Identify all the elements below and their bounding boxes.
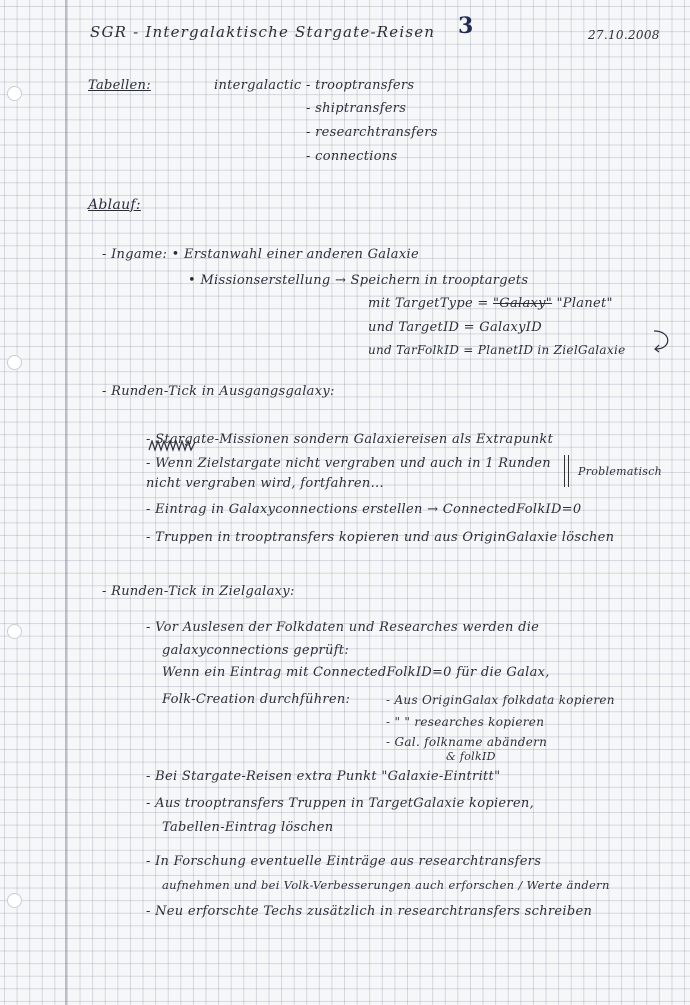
tabellen-item: - researchtransfers: [306, 125, 438, 140]
punch-hole: [7, 86, 22, 101]
ziel-more: aufnehmen und bei Volk-Verbesserungen auch erforschen / Werte ändern: [162, 878, 610, 892]
ziel-step: - " " researches kopieren: [386, 715, 545, 729]
tabellen-item: - shiptransfers: [306, 101, 407, 116]
ausgang-line: - Wenn Zielstargate nicht vergraben und auch in 1 Runden: [146, 456, 551, 471]
tabellen-db: intergalactic: [214, 78, 302, 93]
page-title: SGR - Intergalaktische Stargate-Reisen: [90, 23, 436, 41]
curved-arrow-icon: [650, 329, 676, 353]
ausgang-line: - Eintrag in Galaxyconnections erstellen → ConnectedFolkID=0: [146, 502, 582, 517]
page-date: 27.10.2008: [588, 28, 660, 42]
divider-bar: [564, 455, 565, 487]
punch-hole: [7, 355, 22, 370]
punch-hole: [7, 624, 22, 639]
page-number: 3: [458, 13, 474, 39]
ingame-line-a-suffix: "Planet": [556, 296, 613, 311]
divider-bar: [568, 455, 569, 487]
tabellen-item: - connections: [306, 149, 398, 164]
ingame-line-b: und TargetID = GalaxyID: [368, 320, 542, 335]
ziel-step: & folkID: [446, 750, 496, 763]
ausgang-head: - Runden-Tick in Ausgangsgalaxy:: [102, 384, 335, 399]
tabellen-item: - trooptransfers: [306, 78, 415, 93]
ausgang-line: - Stargate-Missionen sondern Galaxiereisen als Extrapunkt: [146, 432, 554, 447]
ziel-step: - Aus OriginGalax folkdata kopieren: [386, 693, 615, 707]
ingame-head: - Ingame: • Erstanwahl einer anderen Galaxie: [102, 247, 419, 262]
ziel-line: - Vor Auslesen der Folkdaten und Researches werden die: [146, 620, 540, 635]
ingame-line-a-struck: "Galaxy": [493, 296, 553, 311]
ausgang-line: - Truppen in trooptransfers kopieren und aus OriginGalaxie löschen: [146, 530, 615, 545]
tabellen-label: Tabellen:: [88, 78, 151, 93]
ingame-sub: • Missionserstellung → Speichern in trooptargets: [188, 273, 529, 288]
ziel-more: - Aus trooptransfers Truppen in TargetGalaxie kopieren,: [146, 796, 535, 811]
ziel-head: - Runden-Tick in Zielgalaxy:: [102, 584, 295, 599]
ziel-step: - Gal. folkname abändern: [386, 735, 548, 749]
margin-line: [65, 0, 67, 1005]
side-note: Problematisch: [578, 465, 663, 478]
ziel-more: - Bei Stargate-Reisen extra Punkt "Galaxie-Eintritt": [146, 769, 501, 784]
ingame-line-a-prefix: mit TargetType =: [368, 296, 489, 311]
ziel-more: - Neu erforschte Techs zusätzlich in researchtransfers schreiben: [146, 904, 593, 919]
ziel-line: Wenn ein Eintrag mit ConnectedFolkID=0 für die Galax,: [162, 665, 550, 680]
ziel-more: Tabellen-Eintrag löschen: [162, 820, 334, 835]
ziel-line: galaxyconnections geprüft:: [162, 643, 350, 658]
ingame-line-c: und TarFolkID = PlanetID in ZielGalaxie: [368, 343, 626, 357]
ingame-line-a: [368, 296, 613, 312]
ziel-more: - In Forschung eventuelle Einträge aus researchtransfers: [146, 854, 542, 869]
ablauf-label: Ablauf:: [88, 197, 141, 213]
ziel-line: Folk-Creation durchführen:: [162, 692, 351, 707]
ausgang-line: nicht vergraben wird, fortfahren...: [146, 476, 384, 491]
punch-hole: [7, 893, 22, 908]
